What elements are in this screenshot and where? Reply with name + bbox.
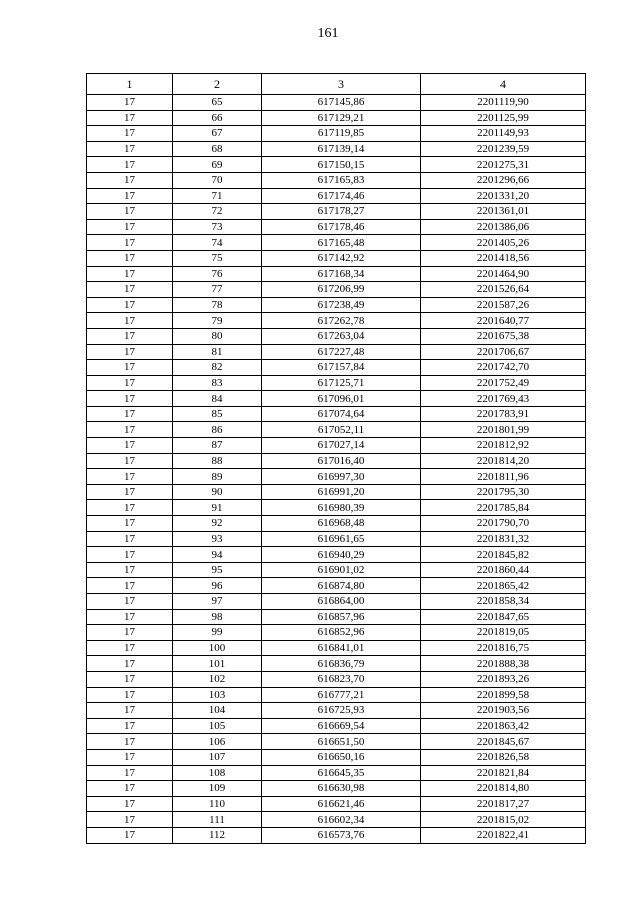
cell-col-1: 17 <box>87 313 173 329</box>
cell-col-1: 17 <box>87 438 173 454</box>
cell-col-2: 111 <box>173 812 262 828</box>
cell-y-coordinate: 2201795,30 <box>421 484 586 500</box>
table-row <box>87 500 586 516</box>
cell-y-coordinate: 2201814,80 <box>421 781 586 797</box>
table-row <box>87 827 586 843</box>
cell-x-coordinate: 616669,54 <box>262 718 421 734</box>
cell-col-2: 101 <box>173 656 262 672</box>
cell-x-coordinate: 617263,04 <box>262 328 421 344</box>
cell-col-2: 91 <box>173 500 262 516</box>
cell-y-coordinate: 2201386,06 <box>421 219 586 235</box>
cell-x-coordinate: 617139,14 <box>262 141 421 157</box>
cell-col-1: 17 <box>87 157 173 173</box>
cell-col-2: 95 <box>173 562 262 578</box>
table-row <box>87 469 586 485</box>
cell-col-2: 88 <box>173 453 262 469</box>
cell-col-2: 74 <box>173 235 262 251</box>
cell-y-coordinate: 2201361,01 <box>421 204 586 220</box>
cell-x-coordinate: 617206,99 <box>262 282 421 298</box>
cell-x-coordinate: 617168,34 <box>262 266 421 282</box>
cell-x-coordinate: 616961,65 <box>262 531 421 547</box>
cell-col-1: 17 <box>87 687 173 703</box>
cell-col-1: 17 <box>87 594 173 610</box>
cell-y-coordinate: 2201783,91 <box>421 406 586 422</box>
table-header <box>87 74 586 95</box>
cell-y-coordinate: 2201860,44 <box>421 562 586 578</box>
cell-y-coordinate: 2201742,70 <box>421 360 586 376</box>
table-row <box>87 157 586 173</box>
cell-y-coordinate: 2201845,67 <box>421 734 586 750</box>
cell-x-coordinate: 617142,92 <box>262 250 421 266</box>
cell-col-1: 17 <box>87 141 173 157</box>
table-row <box>87 95 586 111</box>
cell-y-coordinate: 2201769,43 <box>421 391 586 407</box>
column-header-1: 1 <box>87 74 173 95</box>
table-row <box>87 406 586 422</box>
cell-col-1: 17 <box>87 375 173 391</box>
cell-x-coordinate: 617178,46 <box>262 219 421 235</box>
table-row <box>87 172 586 188</box>
cell-col-2: 108 <box>173 765 262 781</box>
cell-col-2: 104 <box>173 703 262 719</box>
cell-x-coordinate: 616997,30 <box>262 469 421 485</box>
table-row <box>87 703 586 719</box>
table-row <box>87 297 586 313</box>
table-row <box>87 360 586 376</box>
cell-x-coordinate: 616901,02 <box>262 562 421 578</box>
cell-x-coordinate: 616940,29 <box>262 547 421 563</box>
cell-col-2: 102 <box>173 671 262 687</box>
cell-x-coordinate: 616874,80 <box>262 578 421 594</box>
cell-x-coordinate: 617074,64 <box>262 406 421 422</box>
cell-col-2: 85 <box>173 406 262 422</box>
cell-y-coordinate: 2201675,38 <box>421 328 586 344</box>
cell-x-coordinate: 616630,98 <box>262 781 421 797</box>
cell-col-1: 17 <box>87 796 173 812</box>
cell-col-1: 17 <box>87 671 173 687</box>
cell-col-1: 17 <box>87 95 173 111</box>
table-row <box>87 687 586 703</box>
cell-x-coordinate: 616852,96 <box>262 625 421 641</box>
cell-col-2: 89 <box>173 469 262 485</box>
cell-col-1: 17 <box>87 640 173 656</box>
cell-col-1: 17 <box>87 391 173 407</box>
cell-col-2: 67 <box>173 126 262 142</box>
cell-x-coordinate: 617052,11 <box>262 422 421 438</box>
cell-y-coordinate: 2201405,26 <box>421 235 586 251</box>
cell-y-coordinate: 2201811,96 <box>421 469 586 485</box>
table-row <box>87 422 586 438</box>
cell-col-2: 69 <box>173 157 262 173</box>
cell-y-coordinate: 2201149,93 <box>421 126 586 142</box>
cell-col-1: 17 <box>87 406 173 422</box>
cell-col-1: 17 <box>87 126 173 142</box>
cell-y-coordinate: 2201785,84 <box>421 500 586 516</box>
table-row <box>87 235 586 251</box>
cell-col-1: 17 <box>87 500 173 516</box>
cell-y-coordinate: 2201819,05 <box>421 625 586 641</box>
cell-col-1: 17 <box>87 453 173 469</box>
cell-x-coordinate: 617027,14 <box>262 438 421 454</box>
table-row <box>87 126 586 142</box>
cell-col-1: 17 <box>87 219 173 235</box>
cell-col-1: 17 <box>87 188 173 204</box>
cell-col-1: 17 <box>87 703 173 719</box>
table-row <box>87 204 586 220</box>
cell-y-coordinate: 2201863,42 <box>421 718 586 734</box>
cell-y-coordinate: 2201899,58 <box>421 687 586 703</box>
cell-col-1: 17 <box>87 422 173 438</box>
cell-col-1: 17 <box>87 297 173 313</box>
cell-col-2: 70 <box>173 172 262 188</box>
cell-col-2: 66 <box>173 110 262 126</box>
page-number: 161 <box>317 26 339 41</box>
cell-col-1: 17 <box>87 812 173 828</box>
cell-y-coordinate: 2201275,31 <box>421 157 586 173</box>
cell-x-coordinate: 616864,00 <box>262 594 421 610</box>
cell-col-2: 94 <box>173 547 262 563</box>
cell-x-coordinate: 616841,01 <box>262 640 421 656</box>
cell-x-coordinate: 617165,83 <box>262 172 421 188</box>
table-row <box>87 531 586 547</box>
cell-x-coordinate: 617150,15 <box>262 157 421 173</box>
cell-y-coordinate: 2201822,41 <box>421 827 586 843</box>
cell-x-coordinate: 617125,71 <box>262 375 421 391</box>
cell-col-1: 17 <box>87 578 173 594</box>
table-row <box>87 266 586 282</box>
cell-y-coordinate: 2201817,27 <box>421 796 586 812</box>
cell-col-2: 103 <box>173 687 262 703</box>
table-row <box>87 344 586 360</box>
table-row <box>87 313 586 329</box>
cell-x-coordinate: 616980,39 <box>262 500 421 516</box>
cell-col-1: 17 <box>87 547 173 563</box>
cell-col-2: 87 <box>173 438 262 454</box>
table-row <box>87 812 586 828</box>
table-row <box>87 578 586 594</box>
cell-col-2: 77 <box>173 282 262 298</box>
column-header-3: 3 <box>262 74 421 95</box>
cell-y-coordinate: 2201125,99 <box>421 110 586 126</box>
cell-x-coordinate: 617178,27 <box>262 204 421 220</box>
cell-col-1: 17 <box>87 781 173 797</box>
table-row <box>87 594 586 610</box>
table-row <box>87 547 586 563</box>
table-row <box>87 141 586 157</box>
table-row <box>87 734 586 750</box>
cell-col-2: 109 <box>173 781 262 797</box>
cell-col-2: 79 <box>173 313 262 329</box>
table-row <box>87 188 586 204</box>
cell-col-2: 86 <box>173 422 262 438</box>
cell-col-2: 76 <box>173 266 262 282</box>
cell-y-coordinate: 2201826,58 <box>421 749 586 765</box>
cell-y-coordinate: 2201812,92 <box>421 438 586 454</box>
cell-x-coordinate: 616857,96 <box>262 609 421 625</box>
cell-col-1: 17 <box>87 360 173 376</box>
cell-y-coordinate: 2201331,20 <box>421 188 586 204</box>
table-row <box>87 375 586 391</box>
cell-col-1: 17 <box>87 204 173 220</box>
cell-x-coordinate: 617174,46 <box>262 188 421 204</box>
column-header-4: 4 <box>421 74 586 95</box>
table-row <box>87 110 586 126</box>
cell-col-2: 75 <box>173 250 262 266</box>
cell-col-1: 17 <box>87 110 173 126</box>
cell-x-coordinate: 616725,93 <box>262 703 421 719</box>
cell-col-2: 112 <box>173 827 262 843</box>
cell-y-coordinate: 2201821,84 <box>421 765 586 781</box>
cell-y-coordinate: 2201858,34 <box>421 594 586 610</box>
table-row <box>87 250 586 266</box>
cell-col-2: 97 <box>173 594 262 610</box>
cell-x-coordinate: 616650,16 <box>262 749 421 765</box>
cell-y-coordinate: 2201752,49 <box>421 375 586 391</box>
table-row <box>87 640 586 656</box>
cell-x-coordinate: 616991,20 <box>262 484 421 500</box>
cell-y-coordinate: 2201119,90 <box>421 95 586 111</box>
cell-col-1: 17 <box>87 484 173 500</box>
table-row <box>87 282 586 298</box>
table-row <box>87 765 586 781</box>
cell-col-1: 17 <box>87 827 173 843</box>
cell-x-coordinate: 616968,48 <box>262 516 421 532</box>
cell-col-2: 78 <box>173 297 262 313</box>
cell-col-2: 105 <box>173 718 262 734</box>
cell-col-1: 17 <box>87 344 173 360</box>
cell-col-1: 17 <box>87 749 173 765</box>
cell-col-1: 17 <box>87 609 173 625</box>
cell-col-2: 84 <box>173 391 262 407</box>
cell-col-2: 93 <box>173 531 262 547</box>
table-row <box>87 671 586 687</box>
cell-col-1: 17 <box>87 328 173 344</box>
cell-col-2: 73 <box>173 219 262 235</box>
cell-y-coordinate: 2201526,64 <box>421 282 586 298</box>
cell-col-2: 107 <box>173 749 262 765</box>
table-row <box>87 391 586 407</box>
cell-col-1: 17 <box>87 718 173 734</box>
cell-col-1: 17 <box>87 656 173 672</box>
cell-col-1: 17 <box>87 469 173 485</box>
column-header-2: 2 <box>173 74 262 95</box>
cell-col-1: 17 <box>87 765 173 781</box>
cell-x-coordinate: 616602,34 <box>262 812 421 828</box>
cell-x-coordinate: 616573,76 <box>262 827 421 843</box>
table-row <box>87 796 586 812</box>
table-row <box>87 781 586 797</box>
cell-y-coordinate: 2201790,70 <box>421 516 586 532</box>
cell-y-coordinate: 2201418,56 <box>421 250 586 266</box>
cell-col-2: 68 <box>173 141 262 157</box>
cell-x-coordinate: 616836,79 <box>262 656 421 672</box>
table-row <box>87 625 586 641</box>
cell-col-1: 17 <box>87 266 173 282</box>
cell-x-coordinate: 617016,40 <box>262 453 421 469</box>
cell-y-coordinate: 2201893,26 <box>421 671 586 687</box>
cell-x-coordinate: 616621,46 <box>262 796 421 812</box>
cell-x-coordinate: 616777,21 <box>262 687 421 703</box>
cell-y-coordinate: 2201587,26 <box>421 297 586 313</box>
cell-col-1: 17 <box>87 562 173 578</box>
table-row <box>87 718 586 734</box>
cell-x-coordinate: 617096,01 <box>262 391 421 407</box>
cell-x-coordinate: 616823,70 <box>262 671 421 687</box>
cell-y-coordinate: 2201888,38 <box>421 656 586 672</box>
cell-col-2: 81 <box>173 344 262 360</box>
cell-col-2: 98 <box>173 609 262 625</box>
cell-col-2: 92 <box>173 516 262 532</box>
cell-col-2: 96 <box>173 578 262 594</box>
cell-col-2: 100 <box>173 640 262 656</box>
table-row <box>87 484 586 500</box>
table-row <box>87 609 586 625</box>
cell-x-coordinate: 617145,86 <box>262 95 421 111</box>
cell-x-coordinate: 617262,78 <box>262 313 421 329</box>
table-row <box>87 438 586 454</box>
table-row <box>87 516 586 532</box>
cell-col-2: 106 <box>173 734 262 750</box>
cell-y-coordinate: 2201640,77 <box>421 313 586 329</box>
cell-y-coordinate: 2201816,75 <box>421 640 586 656</box>
cell-col-2: 90 <box>173 484 262 500</box>
cell-y-coordinate: 2201814,20 <box>421 453 586 469</box>
cell-col-2: 72 <box>173 204 262 220</box>
table-row <box>87 749 586 765</box>
cell-x-coordinate: 616645,35 <box>262 765 421 781</box>
cell-y-coordinate: 2201706,67 <box>421 344 586 360</box>
table-row <box>87 328 586 344</box>
table-row <box>87 656 586 672</box>
table-row <box>87 562 586 578</box>
cell-col-2: 82 <box>173 360 262 376</box>
cell-col-2: 80 <box>173 328 262 344</box>
cell-y-coordinate: 2201801,99 <box>421 422 586 438</box>
cell-col-1: 17 <box>87 282 173 298</box>
cell-y-coordinate: 2201903,56 <box>421 703 586 719</box>
cell-x-coordinate: 617227,48 <box>262 344 421 360</box>
cell-col-2: 65 <box>173 95 262 111</box>
table-row <box>87 219 586 235</box>
cell-col-1: 17 <box>87 625 173 641</box>
header-row <box>87 74 586 95</box>
cell-y-coordinate: 2201464,90 <box>421 266 586 282</box>
coordinates-table <box>86 73 586 844</box>
table-row <box>87 453 586 469</box>
cell-x-coordinate: 617129,21 <box>262 110 421 126</box>
cell-y-coordinate: 2201847,65 <box>421 609 586 625</box>
cell-x-coordinate: 617119,85 <box>262 126 421 142</box>
cell-col-2: 83 <box>173 375 262 391</box>
cell-col-1: 17 <box>87 172 173 188</box>
cell-y-coordinate: 2201845,82 <box>421 547 586 563</box>
cell-x-coordinate: 617238,49 <box>262 297 421 313</box>
cell-x-coordinate: 616651,50 <box>262 734 421 750</box>
cell-y-coordinate: 2201815,02 <box>421 812 586 828</box>
cell-col-1: 17 <box>87 734 173 750</box>
cell-y-coordinate: 2201831,32 <box>421 531 586 547</box>
cell-y-coordinate: 2201239,59 <box>421 141 586 157</box>
cell-y-coordinate: 2201296,66 <box>421 172 586 188</box>
cell-y-coordinate: 2201865,42 <box>421 578 586 594</box>
cell-col-2: 110 <box>173 796 262 812</box>
table-body <box>87 95 586 844</box>
cell-col-1: 17 <box>87 235 173 251</box>
cell-col-1: 17 <box>87 250 173 266</box>
cell-col-1: 17 <box>87 516 173 532</box>
cell-col-2: 99 <box>173 625 262 641</box>
cell-col-2: 71 <box>173 188 262 204</box>
cell-col-1: 17 <box>87 531 173 547</box>
cell-x-coordinate: 617157,84 <box>262 360 421 376</box>
cell-x-coordinate: 617165,48 <box>262 235 421 251</box>
